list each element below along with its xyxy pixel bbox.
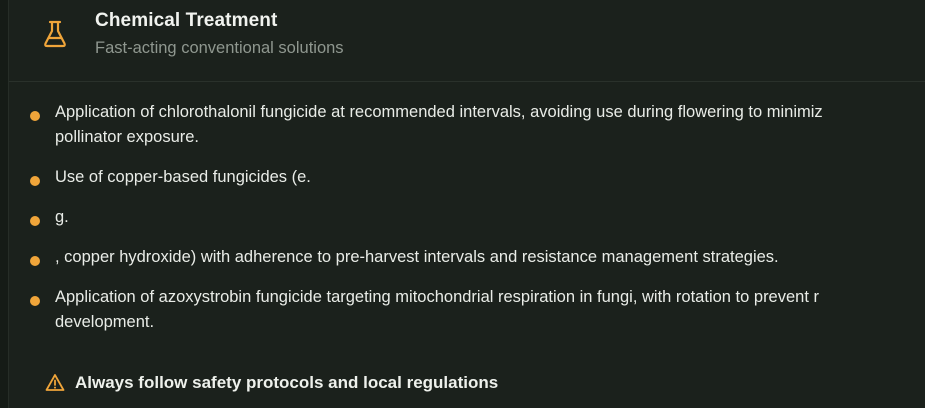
bullet-dot (30, 111, 40, 121)
card-title: Chemical Treatment (95, 10, 278, 31)
safety-warning (45, 373, 498, 393)
bullet-dot (30, 256, 40, 266)
card-subtitle: Fast-acting conventional solutions (95, 39, 344, 57)
list-item-text: g. (55, 208, 69, 226)
list-item-text: Application of chlorothalonil fungicide at recommended intervals, avoiding use during flowering to minimiz pollinator exposure. (55, 103, 823, 146)
list-item (9, 285, 925, 335)
treatment-list (9, 100, 925, 350)
list-item-text: Application of azoxystrobin fungicide targeting mitochondrial respiration in fungi, with rotation to prevent r development. (55, 288, 820, 331)
list-item-text: Use of copper-based fungicides (e. (55, 168, 311, 186)
bullet-dot (30, 296, 40, 306)
list-item (9, 100, 925, 150)
list-item-text: , copper hydroxide) with adherence to pre-harvest intervals and resistance management strategies. (55, 248, 779, 266)
bullet-dot (30, 176, 40, 186)
bullet-dot (30, 216, 40, 226)
list-item (9, 205, 925, 230)
list-item (9, 165, 925, 190)
chemical-treatment-card (8, 0, 925, 408)
warning-icon (45, 373, 65, 393)
warning-text: Always follow safety protocols and local regulations (75, 373, 499, 392)
list-item (9, 245, 925, 270)
card-header (9, 0, 925, 82)
flask-icon (42, 20, 68, 48)
